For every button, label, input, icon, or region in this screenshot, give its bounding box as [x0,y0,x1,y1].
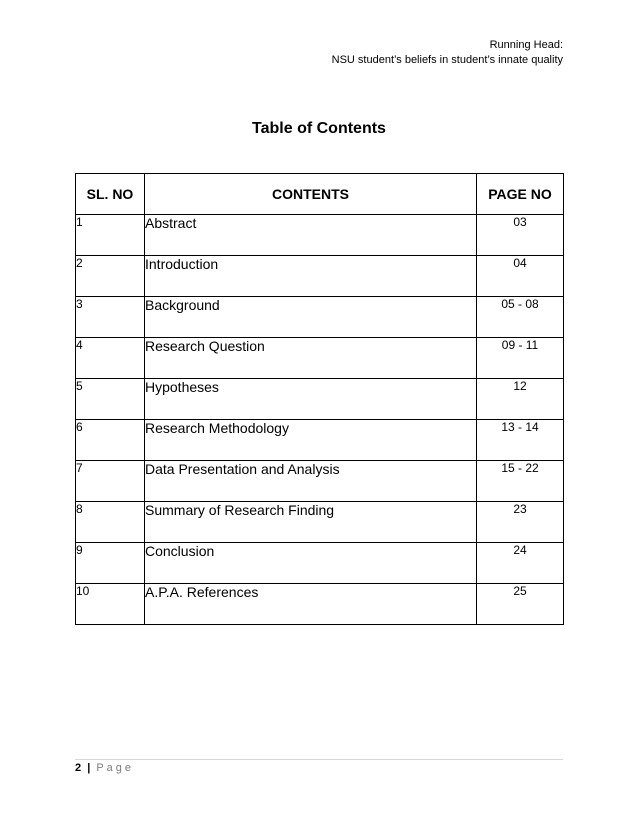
header-page-no: PAGE NO [477,174,564,215]
row-sl-number: 1 [76,215,145,256]
table-row [76,502,564,543]
row-page-number: 05 - 08 [477,297,564,338]
row-sl-number: 10 [76,584,145,625]
footer-divider [75,759,563,760]
row-sl-number: 3 [76,297,145,338]
table-row [76,420,564,461]
row-sl-number: 6 [76,420,145,461]
row-sl-number: 2 [76,256,145,297]
row-sl-number: 7 [76,461,145,502]
page-footer [75,762,134,774]
row-content-title: Introduction [145,256,477,297]
table-row [76,543,564,584]
row-sl-number: 4 [76,338,145,379]
row-content-title: Conclusion [145,543,477,584]
table-row [76,461,564,502]
row-content-title: Abstract [145,215,477,256]
row-content-title: Hypotheses [145,379,477,420]
row-page-number: 09 - 11 [477,338,564,379]
row-sl-number: 8 [76,502,145,543]
row-page-number: 15 - 22 [477,461,564,502]
table-row [76,297,564,338]
row-sl-number: 9 [76,543,145,584]
table-row [76,256,564,297]
contents-table [75,173,564,625]
running-head [332,38,563,68]
table-row [76,338,564,379]
table-row [76,215,564,256]
row-page-number: 12 [477,379,564,420]
row-content-title: A.P.A. References [145,584,477,625]
table-row [76,379,564,420]
footer-separator: | [87,762,91,774]
row-content-title: Data Presentation and Analysis [145,461,477,502]
footer-page-label: Page [96,762,135,774]
row-content-title: Research Methodology [145,420,477,461]
header-contents: CONTENTS [145,174,477,215]
row-content-title: Research Question [145,338,477,379]
page-title: Table of Contents [252,120,386,137]
header-sl-no: SL. NO [76,174,145,215]
row-content-title: Summary of Research Finding [145,502,477,543]
footer-page-number: 2 [75,762,82,774]
running-head-label: Running Head: [489,39,563,51]
row-page-number: 25 [477,584,564,625]
row-page-number: 23 [477,502,564,543]
table-header-row [76,174,564,215]
row-page-number: 04 [477,256,564,297]
row-page-number: 13 - 14 [477,420,564,461]
row-page-number: 03 [477,215,564,256]
running-head-title: NSU student’s beliefs in student’s innate quality [331,54,563,66]
row-page-number: 24 [477,543,564,584]
row-sl-number: 5 [76,379,145,420]
row-content-title: Background [145,297,477,338]
table-row [76,584,564,625]
